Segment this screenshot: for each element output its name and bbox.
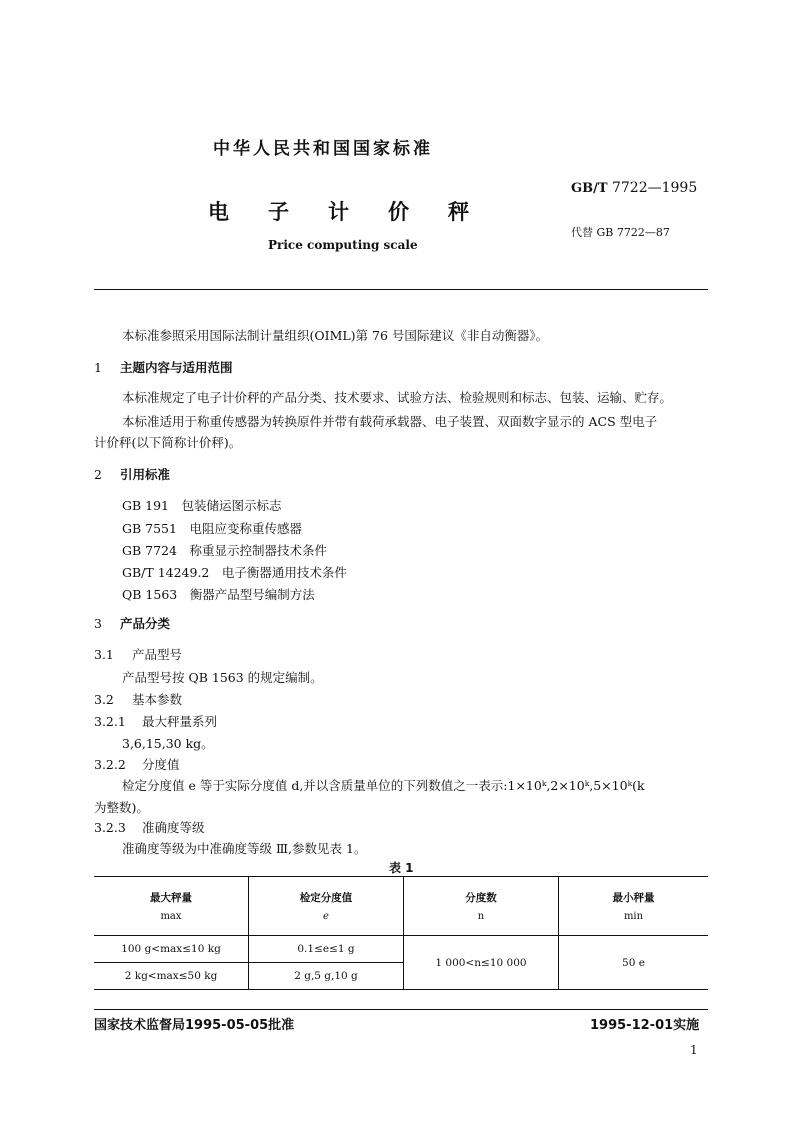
section-title: 主题内容与适用范围 [120, 360, 233, 375]
table-cell-n: 1 000<n≤10 000 [404, 936, 559, 990]
table-header-row [94, 877, 708, 936]
header-name: 最大秤量 [150, 892, 192, 904]
page-number: 1 [690, 1043, 698, 1057]
table-header-cell [559, 877, 709, 936]
standard-number [571, 180, 697, 196]
reference-item: GB 7724 称重显示控制器技术条件 [122, 543, 327, 558]
subsection-title: 准确度等级 [142, 820, 205, 835]
document-title [208, 196, 508, 226]
subsection-number: 3.2.1 [94, 714, 126, 729]
english-title: Price computing scale [268, 238, 418, 252]
section-2-heading [94, 465, 170, 483]
header-name: 检定分度值 [299, 892, 353, 904]
intro-paragraph: 本标准参照采用国际法制计量组织(OIML)第 76 号国际建议《非自动衡器》。 [122, 328, 549, 343]
subsection-title: 基本参数 [132, 692, 183, 707]
subsection-3-2-1-heading [94, 712, 217, 730]
reference-item: GB/T 14249.2 电子衡器通用技术条件 [122, 565, 347, 580]
section-1-paragraph-2-line-2: 计价秤(以下简称计价秤)。 [94, 435, 242, 450]
subsection-number: 3.2 [94, 692, 114, 707]
section-1-paragraph-2-line-1: 本标准适用于称重传感器为转换原件并带有载荷承载器、电子装置、双面数字显示的 ACS 型电子 [122, 414, 658, 429]
subsection-number: 3.2.3 [94, 820, 126, 835]
subsection-3-2-3-text: 准确度等级为中准确度等级 Ⅲ,参数见表 1。 [122, 841, 367, 856]
section-title: 引用标准 [120, 467, 171, 482]
header-name: 分度数 [465, 892, 497, 904]
header-symbol: e [323, 911, 329, 922]
table-row [94, 936, 708, 963]
header-symbol: n [477, 911, 485, 922]
subsection-number: 3.1 [94, 647, 114, 662]
table-cell-max: 100 g<max≤10 kg [94, 936, 249, 963]
section-number: 1 [94, 360, 102, 375]
header-divider [94, 289, 708, 290]
reference-item: GB 191 包装储运图示标志 [122, 498, 282, 513]
standard-code: 7722—1995 [611, 180, 698, 196]
subsection-title: 产品型号 [132, 647, 183, 662]
table-header-cell [94, 877, 249, 936]
table-cell-min: 50 e [559, 936, 709, 990]
title-char: 价 [388, 200, 409, 224]
title-char: 电 [208, 200, 229, 224]
standard-type: 中华人民共和国国家标准 [213, 139, 433, 159]
subsection-3-2-2-heading [94, 755, 180, 773]
table-header-cell [404, 877, 559, 936]
section-1-heading [94, 358, 233, 376]
title-char: 计 [328, 200, 349, 224]
table-cell-max: 2 kg<max≤50 kg [94, 963, 249, 990]
header-symbol: max [160, 911, 182, 922]
section-title: 产品分类 [120, 616, 171, 631]
reference-item: QB 1563 衡器产品型号编制方法 [122, 587, 315, 602]
section-number: 3 [94, 616, 102, 631]
subsection-number: 3.2.2 [94, 757, 126, 772]
subsection-title: 最大秤量系列 [142, 714, 218, 729]
subsection-title: 分度值 [142, 757, 180, 772]
subsection-3-1-text: 产品型号按 QB 1563 的规定编制。 [122, 670, 323, 685]
table-cell-e: 2 g,5 g,10 g [249, 963, 404, 990]
replaces-note: 代替 GB 7722—87 [571, 226, 670, 239]
table-cell-e: 0.1≤e≤1 g [249, 936, 404, 963]
subsection-3-2-heading [94, 690, 182, 708]
section-3-heading [94, 614, 170, 632]
title-char: 秤 [448, 200, 469, 224]
reference-item: GB 7551 电阻应变称重传感器 [122, 521, 302, 536]
subsection-3-2-1-text: 3,6,15,30 kg。 [122, 736, 214, 751]
subsection-3-2-2-text-line-2: 为整数)。 [94, 800, 149, 815]
section-number: 2 [94, 467, 102, 482]
title-char: 子 [268, 200, 289, 224]
footer-divider [94, 1009, 708, 1010]
approval-date: 国家技术监督局1995-05-05批准 [94, 1018, 295, 1033]
table-header-cell [249, 877, 404, 936]
section-1-paragraph-1: 本标准规定了电子计价秤的产品分类、技术要求、试验方法、检验规则和标志、包装、运输、贮存。 [122, 390, 673, 405]
effective-date: 1995-12-01实施 [590, 1018, 700, 1033]
standard-prefix: GB/T [571, 181, 608, 196]
header-symbol: min [623, 911, 644, 922]
subsection-3-2-2-text-line-1: 检定分度值 e 等于实际分度值 d,并以含质量单位的下列数值之一表示:1×10ᵏ,2×10ᵏ,5×10ᵏ(k [122, 778, 645, 793]
parameter-table [94, 876, 708, 990]
table-caption: 表 1 [389, 861, 414, 875]
subsection-3-1-heading [94, 645, 182, 663]
subsection-3-2-3-heading [94, 818, 205, 836]
header-name: 最小秤量 [612, 892, 655, 904]
